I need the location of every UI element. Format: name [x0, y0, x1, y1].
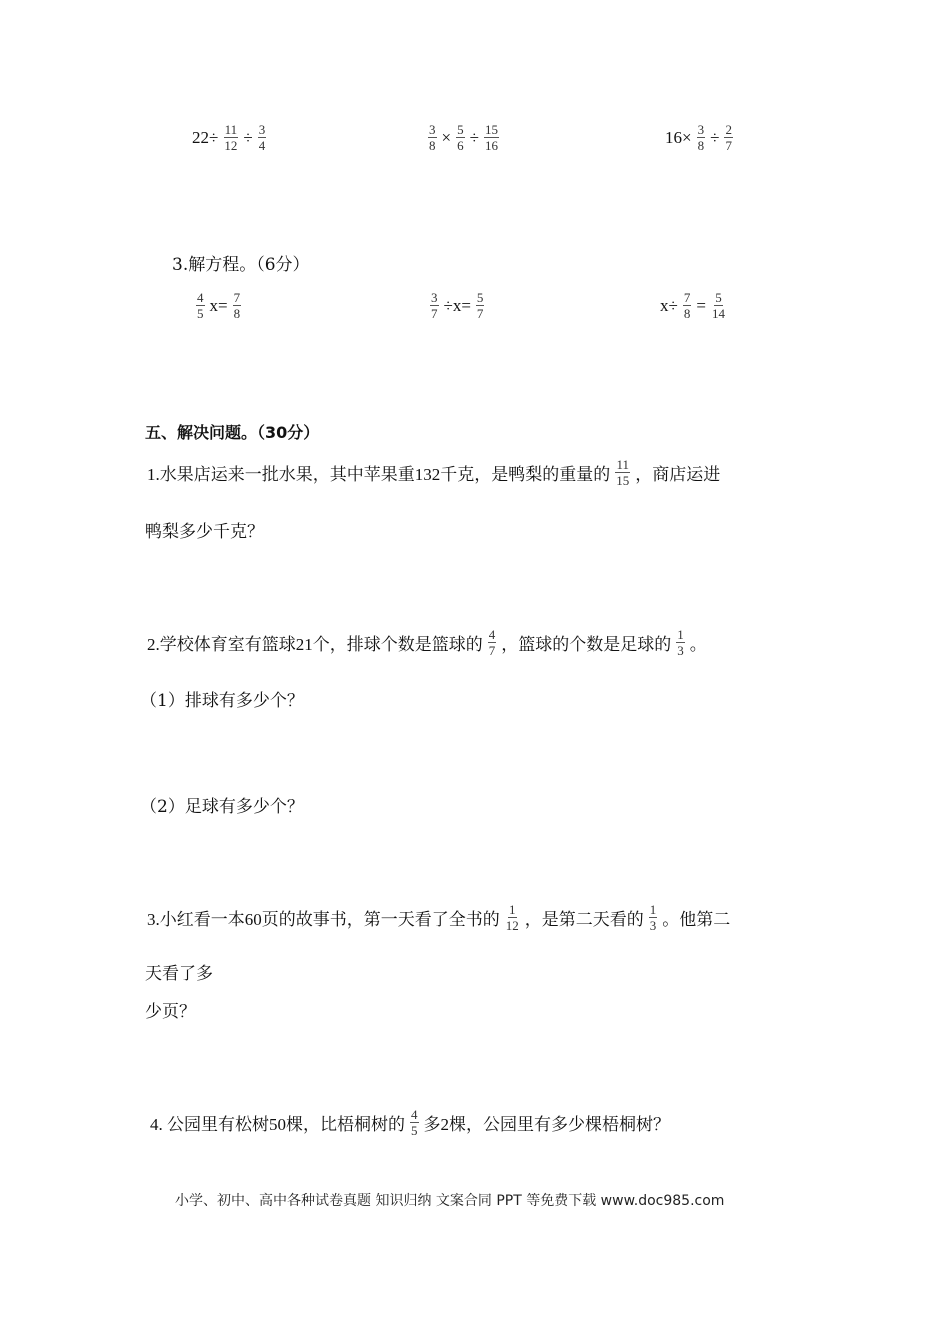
expression-text: ÷	[243, 127, 253, 147]
fraction	[505, 902, 520, 933]
fraction	[697, 122, 706, 153]
calc-expression-3	[663, 122, 736, 153]
equation-2	[427, 290, 487, 321]
calc-expression-2	[425, 122, 502, 153]
fraction-denominator: 4	[258, 138, 266, 153]
fraction-denominator: 3	[649, 918, 657, 933]
fraction-numerator: 5	[476, 290, 484, 305]
fraction-denominator: 16	[484, 138, 498, 153]
fraction	[233, 290, 242, 321]
fraction-denominator: 3	[677, 643, 684, 658]
fraction-numerator: 11	[224, 122, 238, 137]
fraction-denominator: 8	[233, 306, 241, 321]
expression-text: 1.水果店运来一批水果，其中苹果重132千克，是鸭梨的重量的	[147, 465, 611, 484]
fraction-numerator: 5	[715, 290, 722, 305]
fraction-numerator: 4	[197, 290, 204, 305]
fraction	[456, 122, 465, 153]
fraction-denominator: 7	[725, 138, 732, 153]
fraction-numerator: 4	[411, 1107, 418, 1122]
fraction	[428, 122, 437, 153]
question-3-line-1	[145, 902, 732, 933]
fraction-denominator: 5	[411, 1123, 418, 1138]
fraction	[724, 122, 733, 153]
fraction-denominator: 7	[431, 306, 438, 321]
calc-expression-1	[190, 122, 269, 153]
expression-text: x÷	[660, 295, 678, 315]
fraction	[223, 122, 238, 153]
fraction	[430, 290, 439, 321]
fraction-numerator: 1	[677, 627, 684, 642]
fraction-numerator: 11	[616, 457, 630, 472]
expression-text: =	[696, 295, 706, 315]
expression-text: ，是第二天看的	[524, 910, 644, 929]
fraction-numerator: 3	[258, 122, 266, 137]
expression-text: 。他第二	[662, 910, 731, 929]
fraction-denominator: 7	[476, 306, 484, 321]
fraction	[676, 627, 685, 658]
fraction	[683, 290, 692, 321]
fraction-numerator: 2	[725, 122, 732, 137]
question-1-line-2: 鸭梨多少千克？	[145, 522, 264, 542]
fraction	[476, 290, 485, 321]
expression-text: 2.学校体育室有篮球21个，排球个数是篮球的	[147, 635, 483, 654]
fraction	[615, 457, 630, 488]
fraction-numerator: 5	[457, 122, 464, 137]
fraction-numerator: 4	[488, 627, 496, 642]
fraction-denominator: 6	[457, 138, 464, 153]
expression-text: ×	[441, 127, 452, 147]
question-3-line-2: 天看了多	[145, 964, 213, 984]
fraction-denominator: 15	[616, 473, 630, 488]
fraction-denominator: 12	[224, 138, 238, 153]
expression-text: 22÷	[192, 127, 219, 147]
question-2-sub-1: （1）排球有多少个？	[140, 691, 304, 711]
expression-text: ，篮球的个数是足球的	[501, 635, 672, 654]
question-1-line-1	[145, 457, 722, 488]
fraction	[484, 122, 499, 153]
section-title: 五、解决问题。（30分）	[145, 423, 320, 442]
fraction-denominator: 12	[505, 918, 519, 933]
fraction	[488, 627, 497, 658]
footer-download-notice: 小学、初中、高中各种试卷真题 知识归纳 文案合同 PPT 等免费下载 www.doc985.com	[175, 1193, 725, 1209]
fraction-denominator: 8	[683, 306, 691, 321]
expression-text: 。	[689, 635, 707, 654]
expression-text: 多2棵，公园里有多少棵梧桐树？	[423, 1115, 670, 1134]
fraction-numerator: 7	[233, 290, 241, 305]
fraction-denominator: 7	[488, 643, 496, 658]
equation-3	[658, 290, 729, 321]
fraction	[196, 290, 205, 321]
fraction-numerator: 15	[484, 122, 498, 137]
fraction-denominator: 8	[429, 138, 436, 153]
fraction	[258, 122, 267, 153]
fraction-numerator: 1	[649, 902, 657, 917]
expression-text: 4. 公园里有松树50棵，比梧桐树的	[150, 1115, 405, 1134]
fraction-numerator: 3	[697, 122, 705, 137]
equation-1	[193, 290, 244, 321]
question-4-line-1	[148, 1107, 672, 1138]
fraction-denominator: 5	[197, 306, 204, 321]
expression-text: 16×	[665, 127, 692, 147]
fraction-numerator: 3	[429, 122, 436, 137]
fraction-denominator: 8	[697, 138, 705, 153]
fraction	[649, 902, 658, 933]
expression-text: 3.小红看一本60页的故事书，第一天看了全书的	[147, 910, 500, 929]
question-2-line-1	[145, 627, 709, 658]
fraction	[711, 290, 726, 321]
question-2-sub-2: （2）足球有多少个？	[140, 797, 304, 817]
question-3-line-3: 少页？	[145, 1002, 196, 1022]
expression-text: x=	[209, 295, 228, 315]
expression-text: ，商店运进	[635, 465, 721, 484]
fraction-numerator: 7	[683, 290, 691, 305]
expression-text: ÷	[710, 127, 720, 147]
equations-heading: 3.解方程。（6分）	[172, 255, 310, 275]
fraction-numerator: 3	[431, 290, 438, 305]
fraction-numerator: 1	[509, 902, 516, 917]
fraction-denominator: 14	[711, 306, 725, 321]
expression-text: ÷x=	[443, 295, 471, 315]
expression-text: ÷	[469, 127, 479, 147]
fraction	[410, 1107, 419, 1138]
